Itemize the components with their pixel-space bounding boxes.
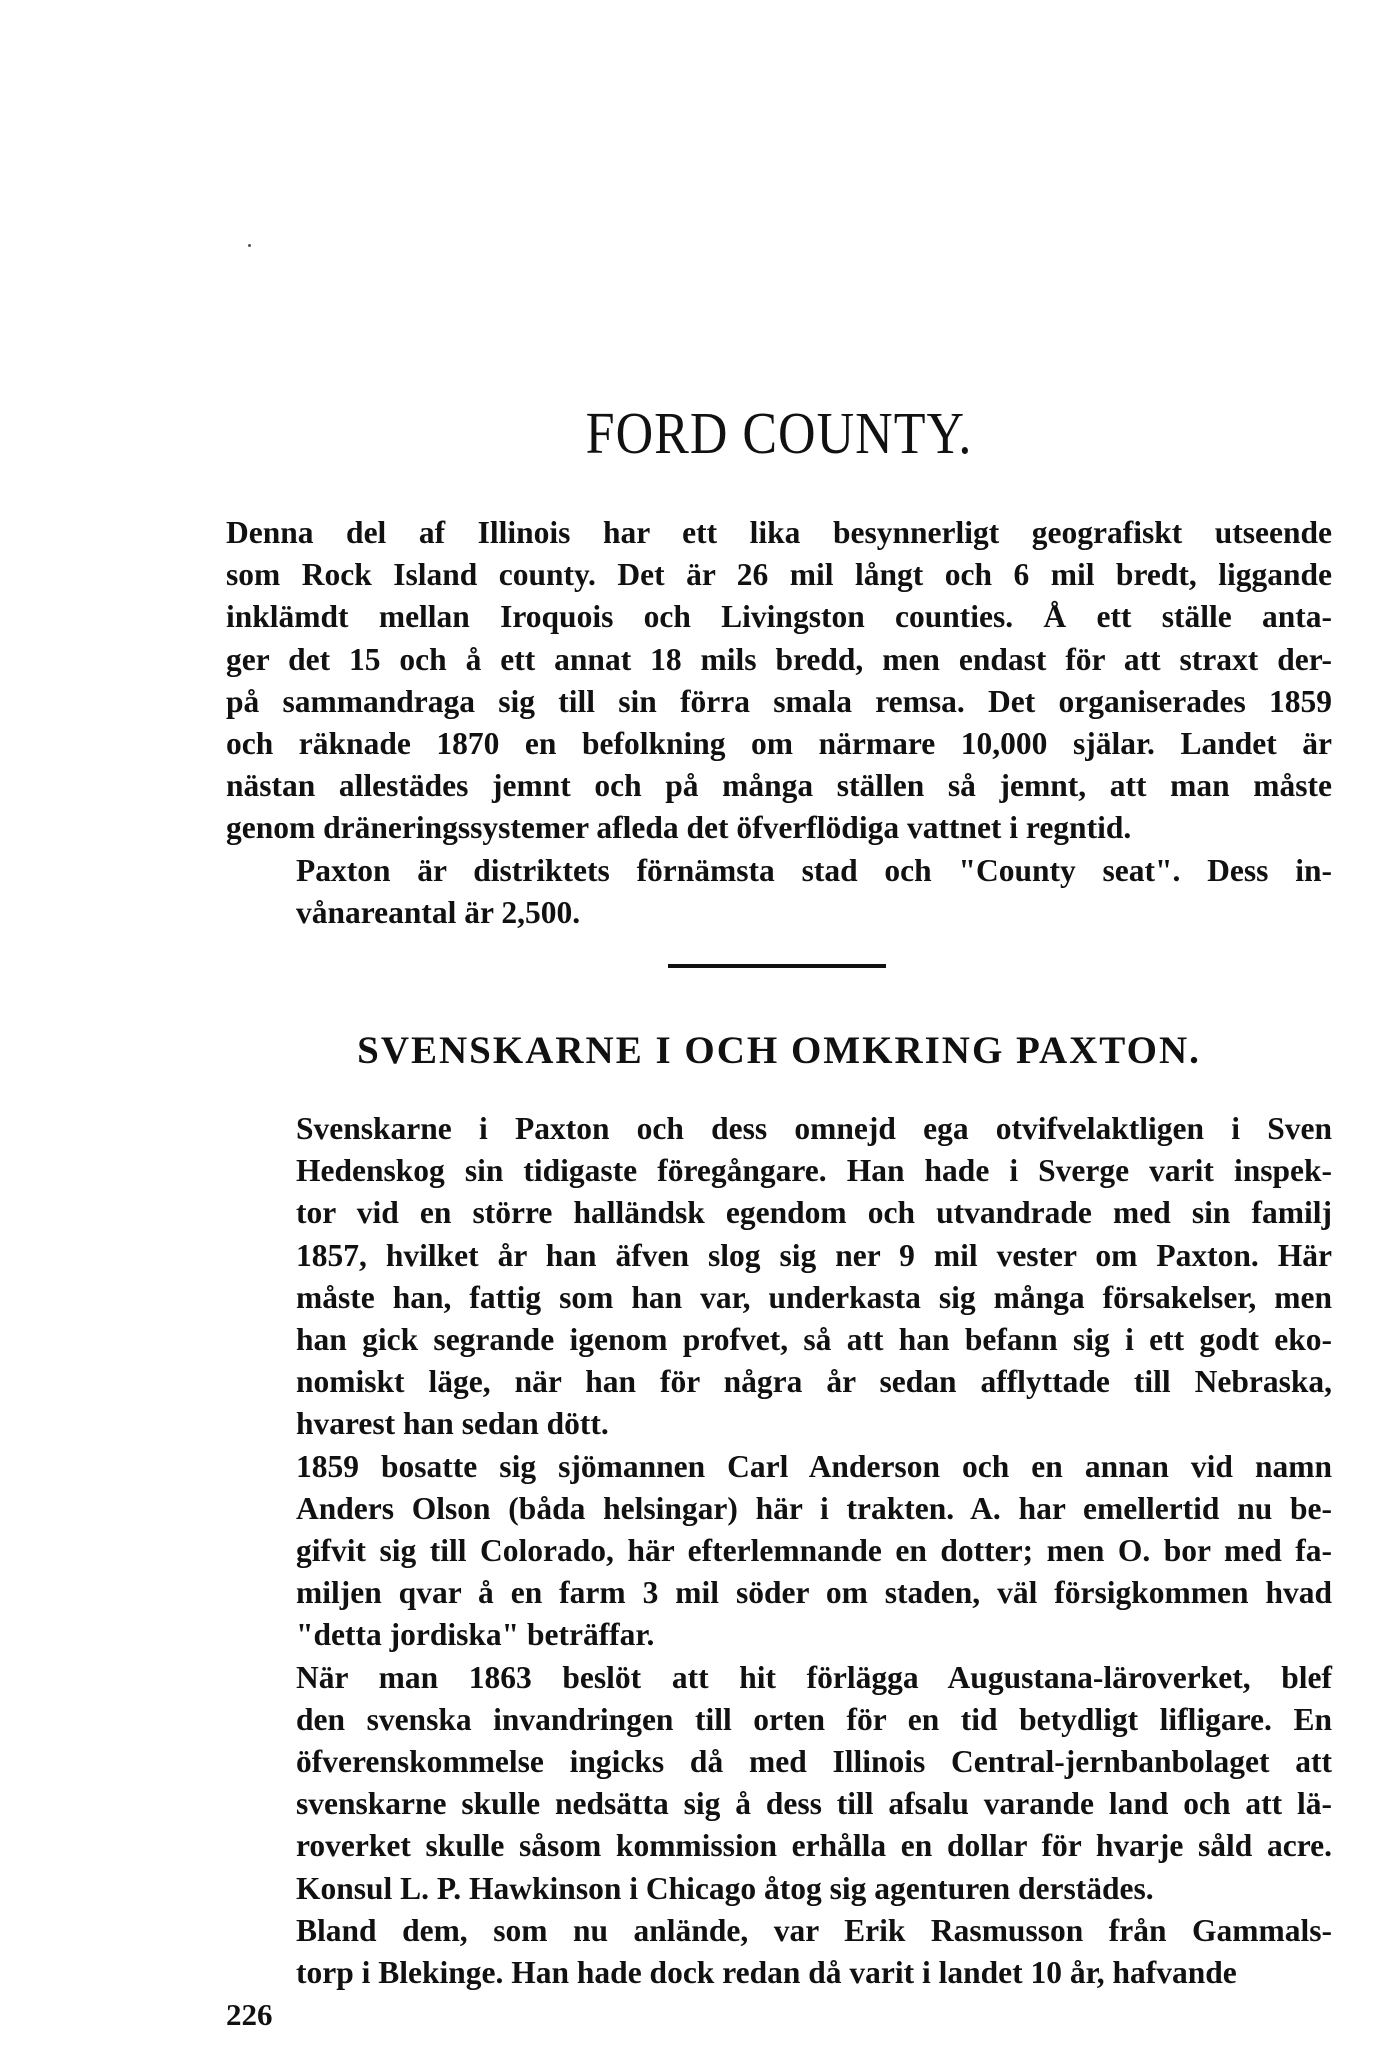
text-line: När man 1863 beslöt att hit förlägga Augustana-läroverket, blef [296,1659,1332,1695]
text-line: måste han, fattig som han var, underkasta sig många försakelser, men [296,1279,1332,1315]
text-line: Hedenskog sin tidigaste föregångare. Han hade i Sverge varit inspek- [296,1153,1332,1189]
text-line: Anders Olson (båda helsingar) här i trakten. A. har emellertid nu be- [296,1490,1332,1526]
text-line: vånareantal är 2,500. [296,894,581,930]
page-number: 226 [226,1997,273,2032]
text-line: 1859 bosatte sig sjömannen Carl Anderson och en annan vid namn [296,1448,1332,1484]
section-divider-rule [668,964,886,968]
ford-county-text [226,512,1332,934]
text-line: torp i Blekinge. Han hade dock redan då varit i landet 10 år, hafvande [296,1955,1237,1991]
text-line: Konsul L. P. Hawkinson i Chicago åtog sig agenturen derstädes. [296,1870,1154,1906]
text-line: tor vid en större halländsk egendom och utvandrade med sin familj [296,1195,1332,1231]
text-line: Svenskarne i Paxton och dess omnejd ega otvifvelaktligen i Sven [296,1111,1332,1146]
section-heading-svenskarne: SVENSKARNE I OCH OMKRING PAXTON. [357,1029,1201,1072]
text-line: och räknade 1870 en befolkning om närmare 10,000 själar. Landet är [226,726,1332,762]
text-line: ger det 15 och å ett annat 18 mils bredd, men endast för att straxt der- [226,641,1332,677]
text-line: nomiskt läge, när han för några år sedan afflyttade till Nebraska, [296,1364,1332,1400]
text-line: hvarest han sedan dött. [296,1406,609,1442]
paragraph [226,850,1332,934]
text-line: svenskarne skulle nedsätta sig å dess till afsalu varande land och att lä- [296,1786,1332,1822]
text-line: den svenska invandringen till orten för en tid betydligt lifligare. En [296,1701,1332,1737]
text-line: roverket skulle såsom kommission erhålla en dollar för hvarje såld acre. [296,1828,1332,1864]
text-line: nästan allestädes jemnt och på många ställen så jemnt, att man måste [226,768,1332,804]
paragraph [226,512,1332,850]
paragraph [226,1657,1332,1910]
text-line: inklämdt mellan Iroquois och Livingston counties. Å ett ställe anta- [226,599,1332,635]
text-line: öfverenskommelse ingicks då med Illinois Central-jernbanbolaget att [296,1744,1332,1780]
text-line: Denna del af Illinois har ett lika besynnerligt geografiskt utseende [226,515,1332,550]
paragraph [226,1446,1332,1657]
text-line: som Rock Island county. Det är 26 mil långt och 6 mil bredt, liggande [226,557,1332,593]
print-speck [248,244,251,247]
text-line: genom dräneringssystemer afleda det öfverflödiga vattnet i regntid. [226,810,1132,846]
text-line: 1857, hvilket år han äfven slog sig ner 9 mil vester om Paxton. Här [296,1237,1332,1273]
paragraph [226,1108,1332,1446]
text-line: miljen qvar å en farm 3 mil söder om staden, väl försigkommen hvad [296,1575,1332,1611]
svenskarne-text [226,1108,1332,1994]
text-line: gifvit sig till Colorado, här efterlemnande en dotter; men O. bor med fa- [296,1533,1332,1569]
text-line: Bland dem, som nu anlände, var Erik Rasmusson från Gammals- [296,1912,1332,1948]
text-line: han gick segrande igenom profvet, så att han befann sig i ett godt eko- [296,1322,1332,1358]
paragraph [226,1910,1332,1994]
text-line: på sammandraga sig till sin förra smala remsa. Det organiserades 1859 [226,683,1332,719]
text-line: "detta jordiska" beträffar. [296,1617,655,1653]
text-line: Paxton är distriktets förnämsta stad och "County seat". Dess in- [296,852,1332,888]
section-heading-ford-county: FORD COUNTY. [585,401,973,467]
